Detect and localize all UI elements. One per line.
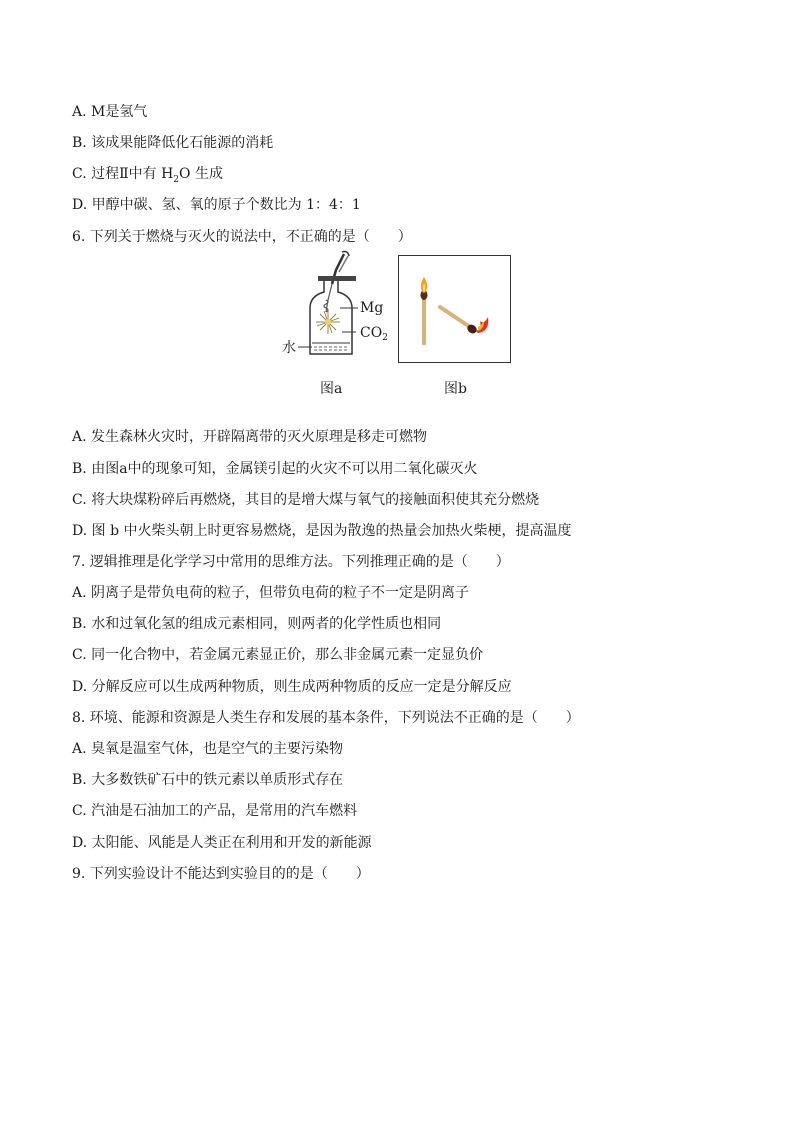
q5-option-c-subscript: 2 xyxy=(173,174,180,185)
label-co2-main: CO xyxy=(360,325,383,341)
q7-option-a: A. 阴离子是带负电荷的粒子，但带负电荷的粒子不一定是阴离子 xyxy=(72,585,470,601)
q8-option-a: A. 臭氧是温室气体，也是空气的主要污染物 xyxy=(72,741,344,757)
q7-option-b: B. 水和过氧化氢的组成元素相同，则两者的化学性质也相同 xyxy=(72,616,442,632)
q8-option-d: D. 太阳能、风能是人类正在利用和开发的新能源 xyxy=(72,835,372,851)
q5-option-a: A. M是氢气 xyxy=(72,104,148,120)
jar-lid xyxy=(318,276,356,281)
q6-option-a: A. 发生森林火灾时，开辟隔离带的灭火原理是移走可燃物 xyxy=(72,429,428,445)
q6-option-b: B. 由图a中的现象可知，金属镁引起的火灾不可以用二氧化碳灭火 xyxy=(72,461,478,477)
q5-option-d: D. 甲醇中碳、氢、氧的原子个数比为 1：4：1 xyxy=(72,197,361,213)
q5-option-c-suffix: O 生成 xyxy=(179,166,223,182)
q8-option-c: C. 汽油是石油加工的产品，是常用的汽车燃料 xyxy=(72,803,358,819)
q7-option-d: D. 分解反应可以生成两种物质，则生成两种物质的反应一定是分解反应 xyxy=(72,679,512,695)
q5-option-c xyxy=(72,165,223,189)
q6-stem: 6. 下列关于燃烧与灭火的说法中，不正确的是（ ） xyxy=(72,229,412,245)
q7-stem: 7. 逻辑推理是化学学习中常用的思维方法。下列推理正确的是（ ） xyxy=(72,554,510,570)
figure-b-matches-photo xyxy=(398,255,511,363)
burning-sparkle-icon xyxy=(316,310,340,334)
q8-option-b: B. 大多数铁矿石中的铁元素以单质形式存在 xyxy=(72,772,344,788)
q6-option-d: D. 图 b 中火柴头朝上时更容易燃烧，是因为散逸的热量会加热火柴梗，提高温度 xyxy=(72,523,572,539)
q9-stem: 9. 下列实验设计不能达到实验目的的是（ ） xyxy=(72,866,370,882)
q5-option-b: B. 该成果能降低化石能源的消耗 xyxy=(72,135,274,151)
figure-b-frame xyxy=(399,256,511,363)
q6-option-c: C. 将大块煤粉碎后再燃烧，其目的是增大煤与氧气的接触面积使其充分燃烧 xyxy=(72,492,540,508)
label-co2-subscript: 2 xyxy=(382,333,388,343)
q5-option-c-prefix: C. 过程Ⅱ中有 H xyxy=(72,166,174,182)
label-mg: Mg xyxy=(360,300,384,316)
figure-a-jar-diagram xyxy=(278,250,398,365)
label-water: 水 xyxy=(282,340,296,356)
q7-option-c: C. 同一化合物中，若金属元素显正价，那么非金属元素一定显负价 xyxy=(72,647,484,663)
q8-stem: 8. 环境、能源和资源是人类生存和发展的基本条件，下列说法不正确的是（ ） xyxy=(72,710,580,726)
figure-a-caption: 图a xyxy=(320,381,343,397)
figure-b-caption: 图b xyxy=(444,381,467,397)
label-co2 xyxy=(360,325,388,343)
